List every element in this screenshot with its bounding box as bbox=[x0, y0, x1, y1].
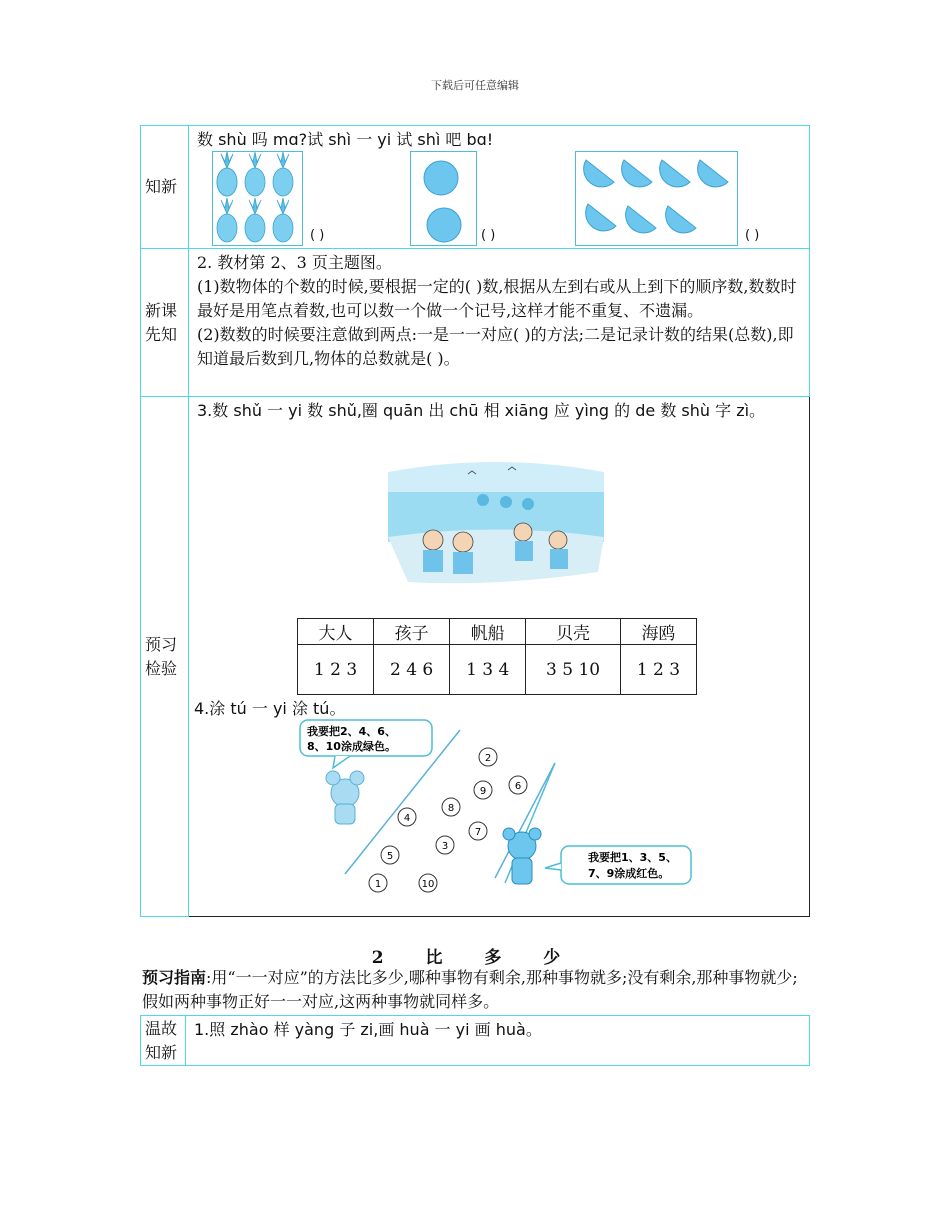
row-label-yuxi: 预习检验 bbox=[141, 397, 189, 917]
row3-q4: 4.涂 tú 一 yi 涂 tú。 bbox=[194, 699, 346, 718]
second-table bbox=[140, 1015, 810, 1066]
bubble-2-text: 我要把1、3、5、 bbox=[588, 851, 677, 864]
guide-text: :用“一一对应”的方法比多少,哪种事物有剩余,那种事物就多;没有剩余,那种事物就少;假如两种事物正好一一对应,这两种事物就同样多。 bbox=[142, 968, 798, 1011]
row-label-xinke: 新课先知 bbox=[141, 249, 189, 397]
row2-content bbox=[189, 249, 810, 397]
row2-line1: 2. 教材第 2、3 页主题图。 bbox=[197, 253, 392, 272]
th-child: 孩子 bbox=[374, 619, 450, 645]
row4-content: 1.照 zhào 样 yàng 子 zi,画 huà 一 yi 画 huà。 bbox=[186, 1016, 810, 1066]
row-label-wengu: 温故知新 bbox=[141, 1016, 186, 1066]
peach-icon bbox=[411, 152, 476, 245]
th-adult: 大人 bbox=[298, 619, 374, 645]
circle-4[interactable]: 4 bbox=[403, 813, 411, 824]
td-shell: 3 5 10 bbox=[526, 645, 621, 695]
th-shell: 贝壳 bbox=[526, 619, 621, 645]
preview-guide bbox=[142, 966, 812, 1014]
circle-1[interactable]: 1 bbox=[374, 879, 382, 890]
row2-p2: (2)数数的时候要注意做到两点:一是一一对应( )的方法;二是记录计数的结果(总数),即知道最后数到几,物体的总数就是( )。 bbox=[197, 325, 794, 368]
circle-3[interactable]: 3 bbox=[441, 841, 449, 852]
td-boat: 1 3 4 bbox=[450, 645, 526, 695]
page-header: 下载后可任意编辑 bbox=[431, 79, 519, 92]
circle-8[interactable]: 8 bbox=[447, 803, 455, 814]
row3-q3: 3.数 shǔ 一 yi 数 shǔ,圈 quān 出 chū 相 xiāng 应 yìng 的 de 数 shù 字 zì。 bbox=[197, 401, 766, 420]
th-boat: 帆船 bbox=[450, 619, 526, 645]
count-table bbox=[297, 618, 697, 695]
guide-bold: 预习指南 bbox=[142, 968, 207, 987]
paren-3: ( ) bbox=[745, 228, 760, 243]
row1-question: 数 shù 吗 mɑ?试 shì 一 yi 试 shì 吧 bɑ! bbox=[197, 130, 494, 149]
circle-5[interactable]: 5 bbox=[386, 851, 394, 862]
paren-2: ( ) bbox=[481, 228, 496, 243]
watermelon-frame bbox=[575, 151, 738, 246]
row-label-zhixin: 知新 bbox=[141, 126, 189, 249]
bubble-1-text-2: 8、10涂成绿色。 bbox=[307, 740, 396, 753]
circle-9[interactable]: 9 bbox=[479, 786, 487, 797]
td-gull: 1 2 3 bbox=[620, 645, 696, 695]
section-title: 2 比 多 少 bbox=[371, 948, 579, 968]
row2-p1: (1)数物体的个数的时候,要根据一定的( )数,根据从左到右或从上到下的顺序数,数数时最好是用笔点着数,也可以数一个做一个记号,这样才能不重复、不遗漏。 bbox=[197, 277, 797, 320]
td-adult: 1 2 3 bbox=[298, 645, 374, 695]
coloring-illustration bbox=[295, 718, 695, 898]
circle-7[interactable]: 7 bbox=[474, 827, 482, 838]
watermelon-icon bbox=[576, 152, 737, 245]
bubble-2-text-2: 7、9涂成红色。 bbox=[588, 867, 670, 880]
beach-illustration bbox=[388, 452, 604, 592]
circle-10[interactable]: 10 bbox=[421, 879, 435, 890]
th-gull: 海鸥 bbox=[620, 619, 696, 645]
pineapple-frame bbox=[212, 151, 303, 246]
pineapple-icon bbox=[213, 152, 302, 245]
circle-2[interactable]: 2 bbox=[484, 753, 492, 764]
td-child: 2 4 6 bbox=[374, 645, 450, 695]
circle-6[interactable]: 6 bbox=[514, 781, 522, 792]
bubble-1-text: 我要把2、4、6、 bbox=[307, 725, 396, 738]
peach-frame bbox=[410, 151, 477, 246]
paren-1: ( ) bbox=[310, 228, 325, 243]
